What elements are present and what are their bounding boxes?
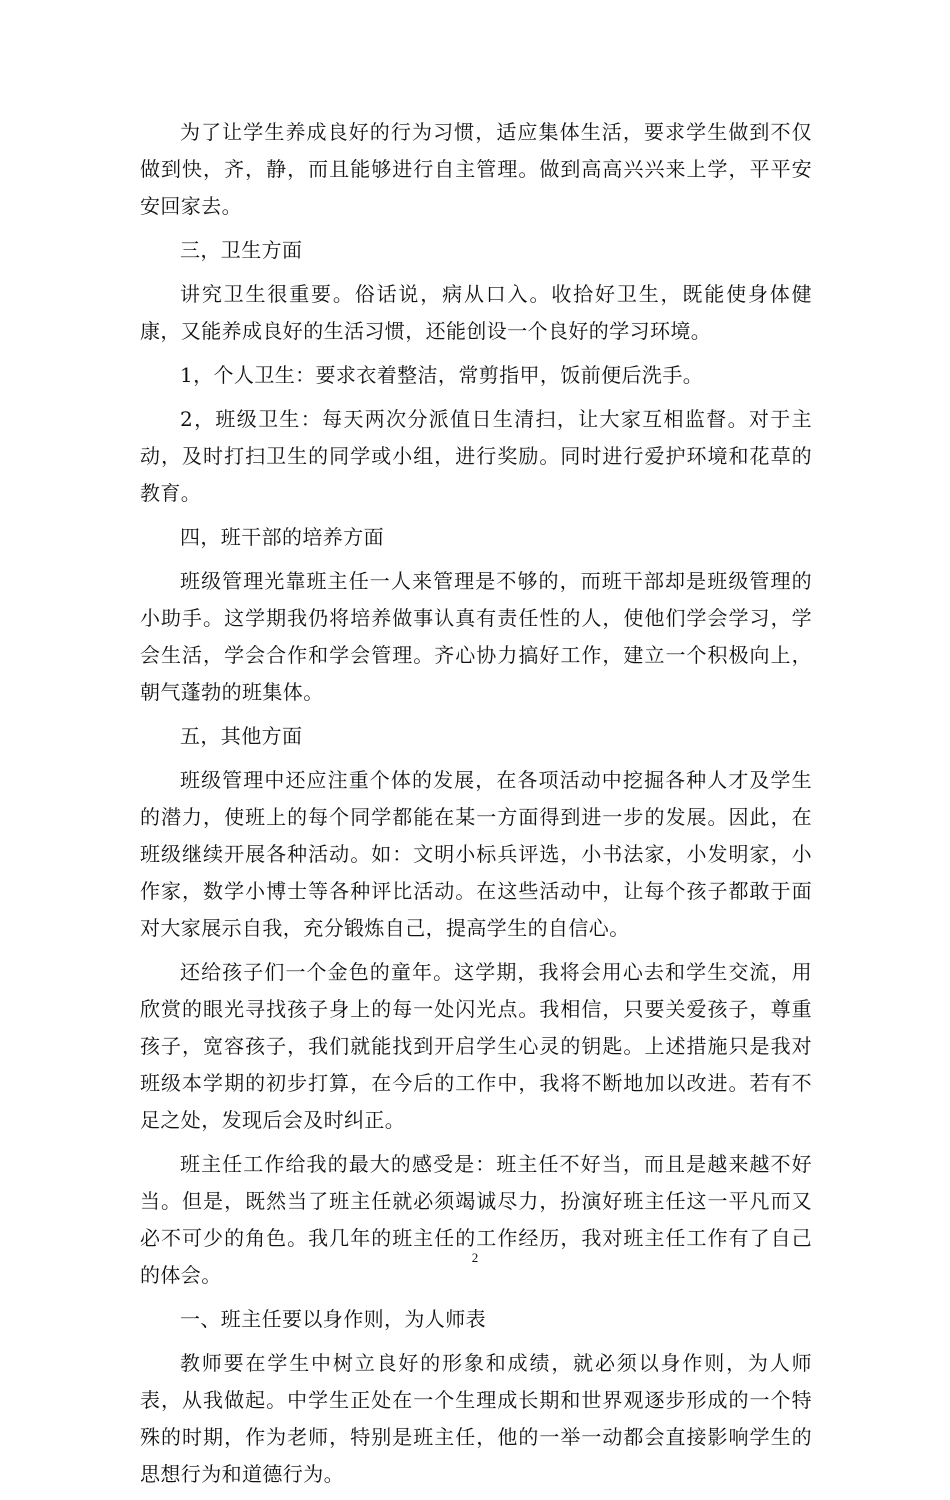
document-body xyxy=(140,114,812,1500)
paragraph: 班级管理光靠班主任一人来管理是不够的，而班干部却是班级管理的小助手。这学期我仍将培养做事认真有责任性的人，使他们学会学习，学会生活，学会合作和学会管理。齐心协力搞好工作，建立一个积极向上，朝气蓬勃的班集体。 xyxy=(140,569,812,704)
section-heading: 四，班干部的培养方面 xyxy=(180,525,384,549)
section-heading: 一、班主任要以身作则，为人师表 xyxy=(180,1307,486,1331)
list-item: 2，班级卫生：每天两次分派值日生清扫，让大家互相监督。对于主动，及时打扫卫生的同学或小组，进行奖励。同时进行爱护环境和花草的教育。 xyxy=(140,407,812,505)
paragraph: 班主任工作给我的最大的感受是：班主任不好当，而且是越来越不好当。但是，既然当了班主任就必须竭诚尽力，扮演好班主任这一平凡而又必不可少的角色。我几年的班主任的工作经历，我对班主任工作有了自己的体会。 xyxy=(140,1152,812,1287)
paragraph: 还给孩子们一个金色的童年。这学期，我将会用心去和学生交流，用欣赏的眼光寻找孩子身上的每一处闪光点。我相信，只要关爱孩子，尊重孩子，宽容孩子，我们就能找到开启学生心灵的钥匙。上述措施只是我对班级本学期的初步打算，在今后的工作中，我将不断地加以改进。若有不足之处，发现后会及时纠正。 xyxy=(140,960,812,1132)
paragraph: 讲究卫生很重要。俗话说，病从口入。收拾好卫生，既能使身体健康，又能养成良好的生活习惯，还能创设一个良好的学习环境。 xyxy=(140,282,812,343)
section-heading: 三，卫生方面 xyxy=(180,238,303,262)
section-heading: 五，其他方面 xyxy=(180,724,303,748)
paragraph: 班级管理中还应注重个体的发展，在各项活动中挖掘各种人才及学生的潜力，使班上的每个同学都能在某一方面得到进一步的发展。因此，在班级继续开展各种活动。如：文明小标兵评选，小书法家，小发明家，小作家，数学小博士等各种评比活动。在这些活动中，让每个孩子都敢于面对大家展示自我，充分锻炼自己，提高学生的自信心。 xyxy=(140,768,812,940)
list-item: 1，个人卫生：要求衣着整洁，常剪指甲，饭前便后洗手。 xyxy=(180,363,704,387)
paragraph: 为了让学生养成良好的行为习惯，适应集体生活，要求学生做到不仅做到快，齐，静，而且能够进行自主管理。做到高高兴兴来上学，平平安安回家去。 xyxy=(140,120,812,218)
paragraph: 教师要在学生中树立良好的形象和成绩，就必须以身作则，为人师表，从我做起。中学生正处在一个生理成长期和世界观逐步形成的一个特殊的时期，作为老师，特别是班主任，他的一举一动都会直接影响学生的思想行为和道德行为。 xyxy=(140,1351,812,1486)
page-number: 2 xyxy=(471,1250,479,1265)
